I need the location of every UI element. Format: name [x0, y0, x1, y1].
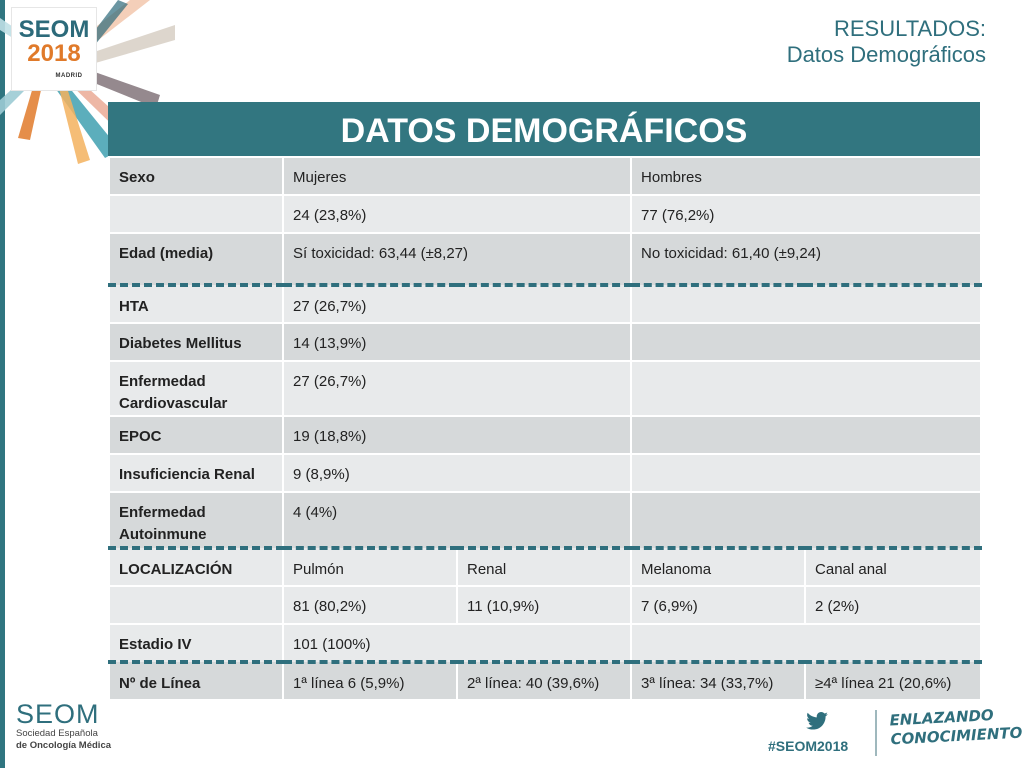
slide-subtitle: Datos Demográficos	[786, 42, 986, 67]
logo-city-text: MADRID	[55, 73, 83, 79]
table-cell: Mujeres	[283, 157, 631, 195]
table-banner-title: DATOS DEMOGRÁFICOS	[108, 102, 980, 156]
table-cell	[631, 285, 981, 323]
table-row	[109, 662, 981, 700]
seom-footer-logo	[16, 700, 111, 752]
table-cell	[631, 454, 981, 492]
row-label-cell: Enfermedad Cardiovascular	[109, 361, 283, 416]
table-row	[109, 586, 981, 624]
twitter-bird-icon	[806, 712, 828, 730]
table-cell: 7 (6,9%)	[631, 586, 805, 624]
table-cell: 27 (26,7%)	[283, 361, 631, 416]
row-label-cell: Diabetes Mellitus	[109, 323, 283, 361]
table-row	[109, 285, 981, 323]
table-cell	[631, 624, 981, 662]
table-row	[109, 323, 981, 361]
row-label-cell: Estadio IV	[109, 624, 283, 662]
table-cell	[631, 416, 981, 454]
row-label-cell: Enfermedad Autoinmune	[109, 492, 283, 548]
row-label-cell: EPOC	[109, 416, 283, 454]
table-cell: 9 (8,9%)	[283, 454, 631, 492]
row-label-cell: Sexo	[109, 157, 283, 195]
table-row	[109, 195, 981, 233]
table-cell: 14 (13,9%)	[283, 323, 631, 361]
logo-seom-text: SEOM	[18, 16, 90, 43]
table-cell: 1ª línea 6 (5,9%)	[283, 662, 457, 700]
table-cell: 19 (18,8%)	[283, 416, 631, 454]
table-cell: 2 (2%)	[805, 586, 981, 624]
table-cell: 2ª línea: 40 (39,6%)	[457, 662, 631, 700]
table-row	[109, 416, 981, 454]
table-row	[109, 233, 981, 285]
table-cell: ≥4ª línea 21 (20,6%)	[805, 662, 981, 700]
table-cell	[631, 323, 981, 361]
table-cell: 27 (26,7%)	[283, 285, 631, 323]
demographics-table-container	[108, 102, 980, 701]
table-row	[109, 454, 981, 492]
table-cell: 3ª línea: 34 (33,7%)	[631, 662, 805, 700]
slogan-line2: CONOCIMIENTO	[890, 723, 1023, 749]
table-cell: Melanoma	[631, 548, 805, 586]
slogan-line1: ENLAZANDO	[889, 706, 995, 730]
logo-year-text: 2018	[27, 40, 81, 67]
slide-title: RESULTADOS:	[834, 16, 986, 41]
slogan	[889, 705, 1023, 750]
demographics-table	[108, 156, 982, 701]
row-label-cell: Edad (media)	[109, 233, 283, 285]
seom2018-logo	[12, 8, 96, 90]
table-cell: 24 (23,8%)	[283, 195, 631, 233]
table-row	[109, 157, 981, 195]
table-cell: No toxicidad: 61,40 (±9,24)	[631, 233, 981, 285]
table-cell: Canal anal	[805, 548, 981, 586]
table-cell: Pulmón	[283, 548, 457, 586]
table-row	[109, 624, 981, 662]
table-cell	[631, 492, 981, 548]
hashtag-text: #SEOM2018	[768, 738, 849, 754]
table-cell: Sí toxicidad: 63,44 (±8,27)	[283, 233, 631, 285]
table-cell: 4 (4%)	[283, 492, 631, 548]
table-cell: 11 (10,9%)	[457, 586, 631, 624]
table-row	[109, 548, 981, 586]
row-label-cell	[109, 586, 283, 624]
table-cell: 101 (100%)	[283, 624, 631, 662]
table-cell: Hombres	[631, 157, 981, 195]
table-row	[109, 492, 981, 548]
table-cell	[631, 361, 981, 416]
row-label-cell: Nº de Línea	[109, 662, 283, 700]
row-label-cell: Insuficiencia Renal	[109, 454, 283, 492]
table-cell: Renal	[457, 548, 631, 586]
footer-divider	[875, 710, 877, 756]
slide-header	[787, 16, 986, 68]
footer-org-line2: de Oncología Médica	[16, 740, 112, 751]
row-label-cell: LOCALIZACIÓN	[109, 548, 283, 586]
footer-org-line1: Sociedad Española	[16, 728, 98, 739]
table-cell: 81 (80,2%)	[283, 586, 457, 624]
row-label-cell	[109, 195, 283, 233]
row-label-cell: HTA	[109, 285, 283, 323]
footer-seom-text: SEOM	[16, 699, 100, 729]
table-row	[109, 361, 981, 416]
table-cell: 77 (76,2%)	[631, 195, 981, 233]
